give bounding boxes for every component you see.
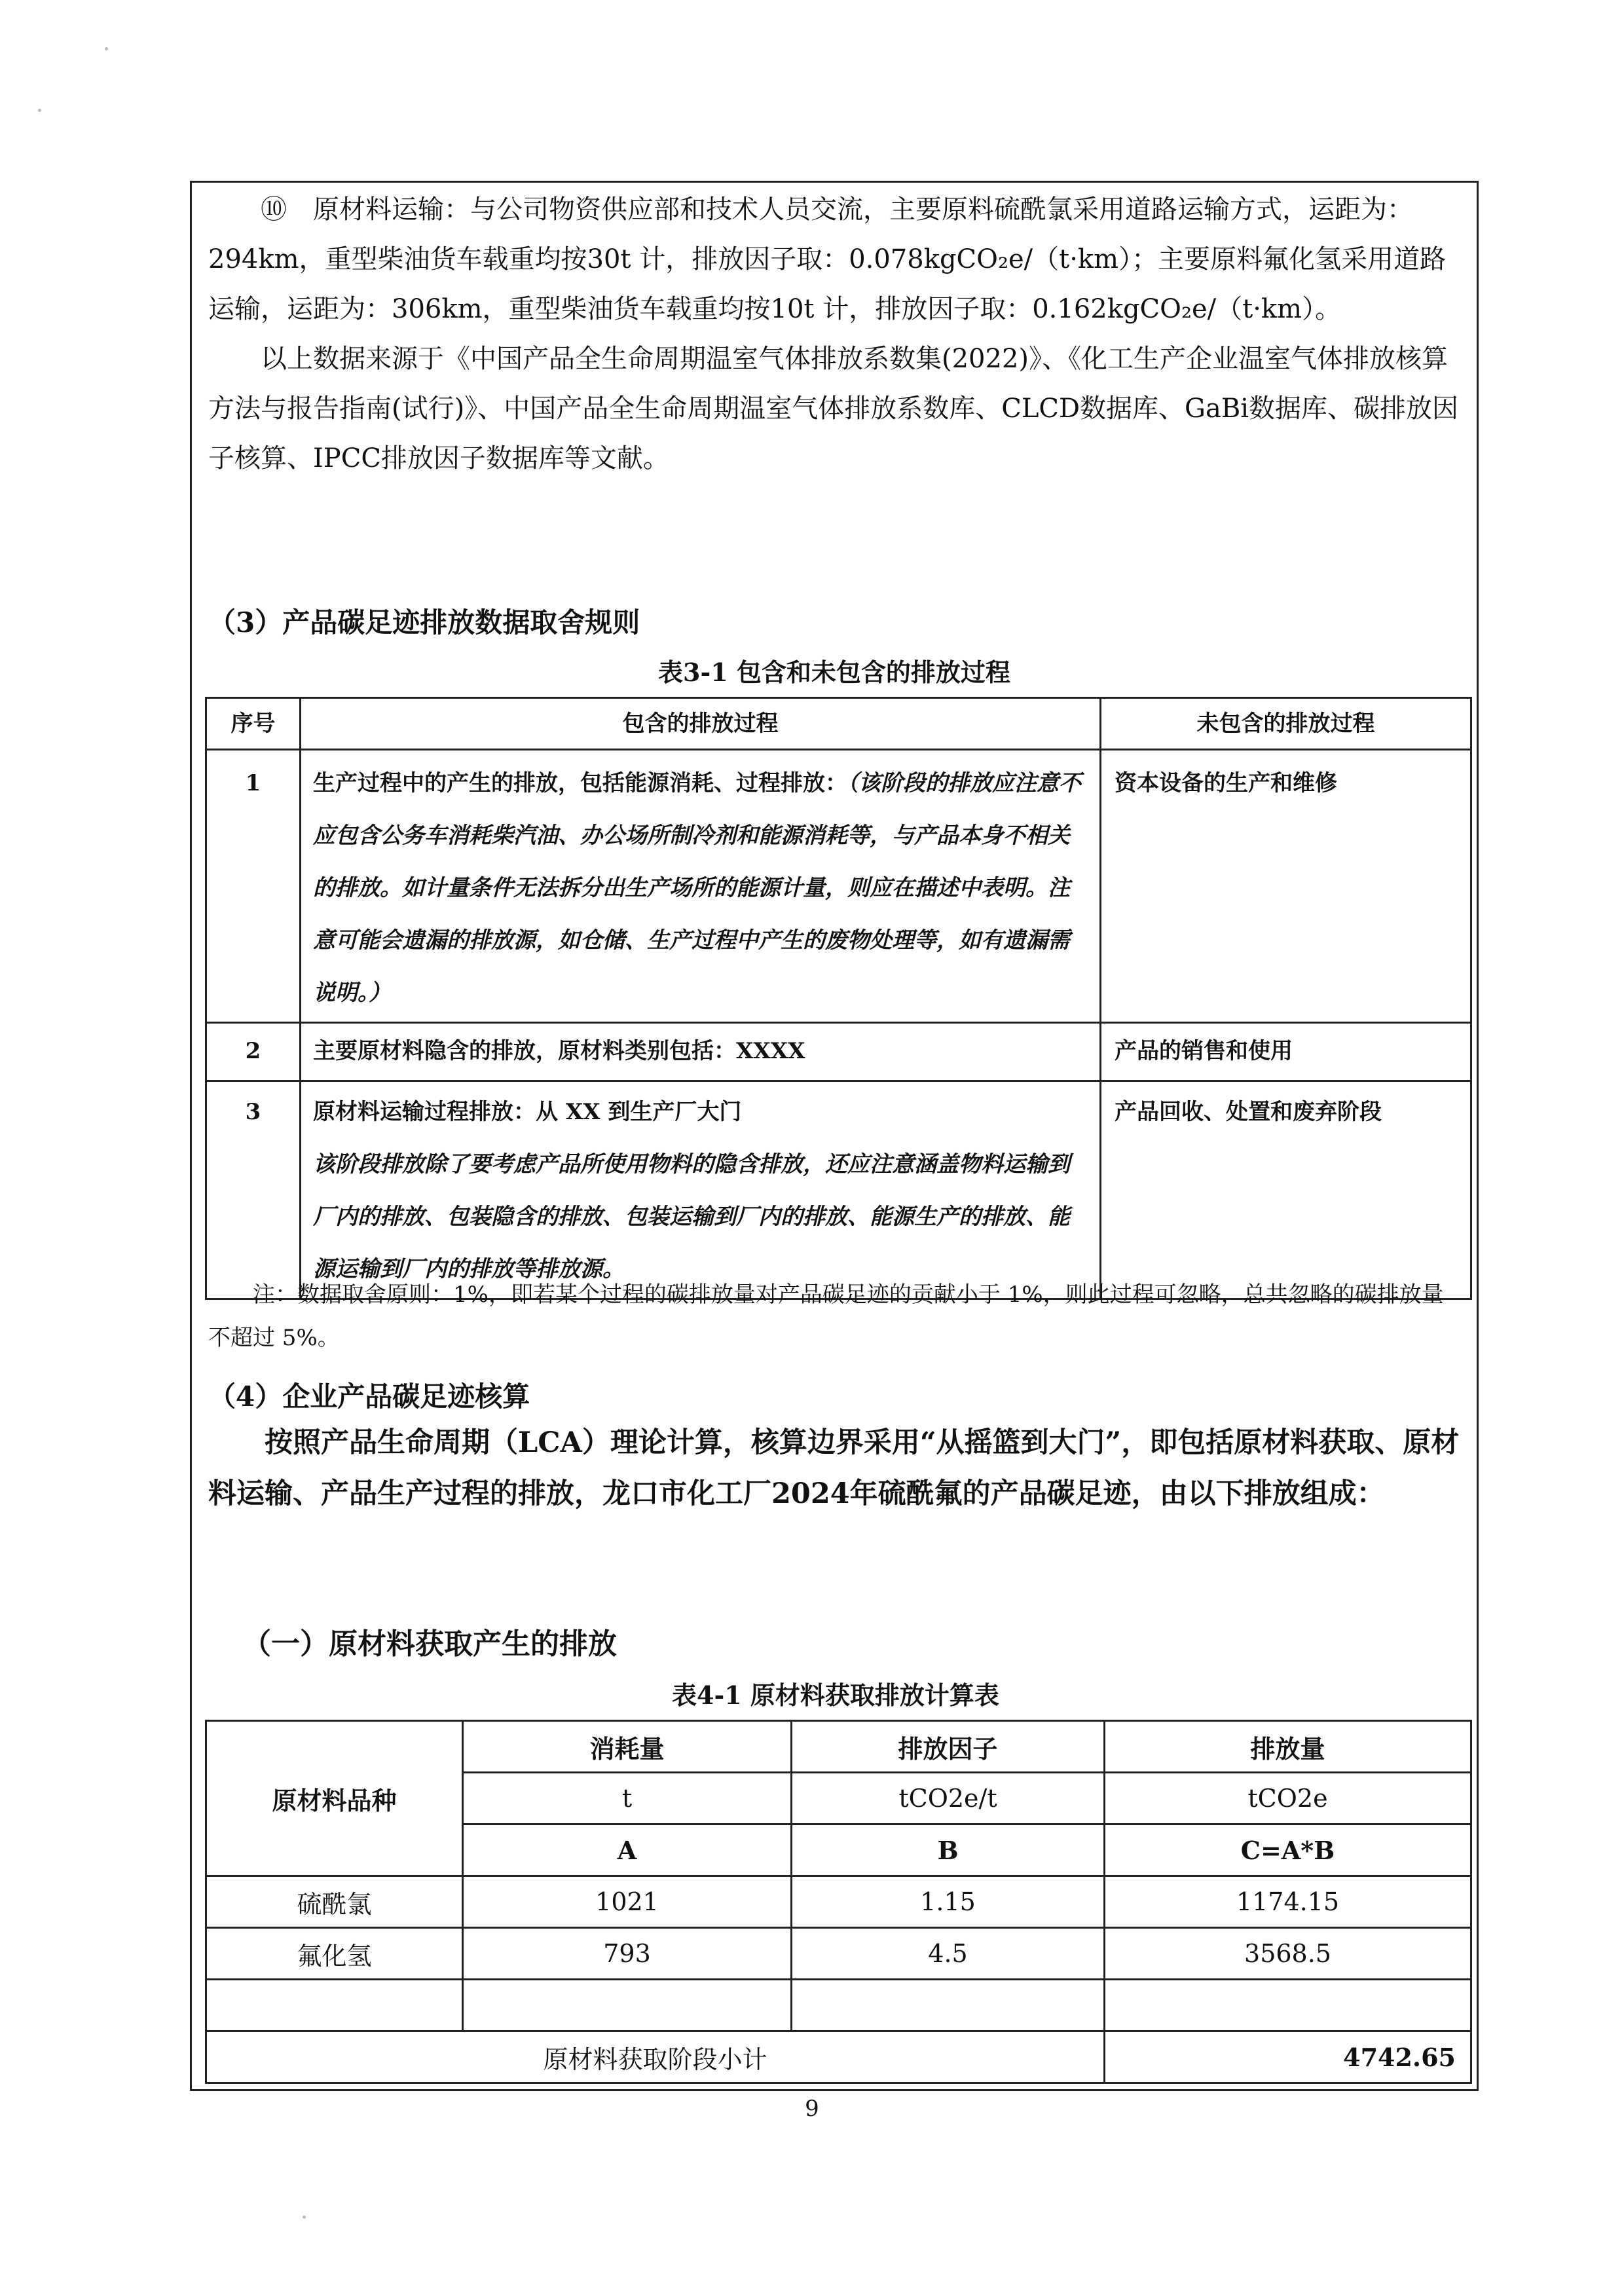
unit-consumption: t — [463, 1773, 792, 1824]
emission-value: 1174.15 — [1105, 1876, 1471, 1928]
included-cell: 主要原材料隐含的排放，原材料类别包括：XXXX — [301, 1023, 1101, 1081]
heading-raw-material: （一）原材料获取产生的排放 — [242, 1627, 617, 1661]
row-number: 3 — [206, 1081, 301, 1299]
included-note: 该阶段排放除了要考虑产品所使用物料的隐含排放，还应注意涵盖物料运输到厂内的排放、包装隐含的排放、包装运输到厂内的排放、能源生产的排放、能源运输到厂内的排放等排放源。 — [313, 1151, 1070, 1282]
consumption-value: 1021 — [463, 1876, 792, 1928]
lca-paragraph — [208, 1417, 1463, 1519]
table-row — [206, 1928, 1471, 1980]
header-material: 原材料品种 — [206, 1721, 463, 1876]
symbol-a: A — [463, 1824, 792, 1876]
material-name: 硫酰氯 — [206, 1876, 463, 1928]
included-cell — [301, 750, 1101, 1023]
table-row — [206, 750, 1471, 1023]
included-text: 生产过程中的产生的排放，包括能源消耗、过程排放： — [313, 770, 847, 796]
top-section — [208, 185, 1463, 483]
emission-value: 3568.5 — [1105, 1928, 1471, 1980]
included-cell — [301, 1081, 1101, 1299]
header-factor: 排放因子 — [792, 1721, 1105, 1773]
empty-cell — [792, 1980, 1105, 2031]
header-index: 序号 — [206, 698, 301, 750]
table-raw-material-emissions — [205, 1720, 1472, 2084]
header-emission: 排放量 — [1105, 1721, 1471, 1773]
table1-caption: 表3-1 包含和未包含的排放过程 — [658, 657, 1010, 687]
row-number: 2 — [206, 1023, 301, 1081]
subtotal-value: 4742.65 — [1105, 2031, 1471, 2083]
scan-speck — [38, 109, 41, 112]
lca-paragraph-text: 按照产品生命周期（LCA）理论计算，核算边界采用“从摇篮到大门”，即包括原材料获取、原材料运输、产品生产过程的排放，龙口市化工厂2024年硫酰氟的产品碳足迹，由以下排放组成： — [208, 1426, 1460, 1510]
consumption-value: 793 — [463, 1928, 792, 1980]
table-header-row — [206, 698, 1471, 750]
excluded-cell: 产品回收、处置和废弃阶段 — [1101, 1081, 1471, 1299]
unit-factor: tCO2e/t — [792, 1773, 1105, 1824]
table-emission-processes — [205, 697, 1472, 1300]
table-row — [206, 1023, 1471, 1081]
table2-caption: 表4-1 原材料获取排放计算表 — [672, 1680, 999, 1710]
empty-cell — [1105, 1980, 1471, 2031]
symbol-b: B — [792, 1824, 1105, 1876]
factor-value: 4.5 — [792, 1928, 1105, 1980]
symbol-c: C=A*B — [1105, 1824, 1471, 1876]
unit-emission: tCO2e — [1105, 1773, 1471, 1824]
empty-cell — [463, 1980, 792, 2031]
header-included: 包含的排放过程 — [301, 698, 1101, 750]
heading-4: （4）企业产品碳足迹核算 — [208, 1380, 530, 1413]
excluded-cell: 资本设备的生产和维修 — [1101, 750, 1471, 1023]
subtotal-label: 原材料获取阶段小计 — [206, 2031, 1105, 2083]
included-text: 原材料运输过程排放：从 XX 到生产厂大门 — [313, 1099, 742, 1125]
material-name: 氟化氢 — [206, 1928, 463, 1980]
scan-speck — [105, 47, 108, 50]
included-note: （该阶段的排放应注意不应包含公务车消耗柴汽油、办公场所制冷剂和能源消耗等，与产品本身不相关的排放。如计量条件无法拆分出生产场所的能源计量，则应在描述中表明。注意可能会遗漏的排放源，如仓储、生产过程中产生的废物处理等，如有遗漏需说明。） — [313, 770, 1081, 1006]
data-source-paragraph: 以上数据来源于《中国产品全生命周期温室气体排放系数集(2022)》、《化工生产企业温室气体排放核算方法与报告指南(试行)》、中国产品全生命周期温室气体排放系数库、CLCD数据库、GaBi数据库、碳排放因子核算、IPCC排放因子数据库等文献。 — [208, 344, 1459, 473]
header-consumption: 消耗量 — [463, 1721, 792, 1773]
scan-speck — [303, 2215, 306, 2219]
header-excluded: 未包含的排放过程 — [1101, 698, 1471, 750]
table-row — [206, 1876, 1471, 1928]
row-number: 1 — [206, 750, 301, 1023]
table1-note: 注：数据取舍原则：1%，即若某个过程的碳排放量对产品碳足迹的贡献小于 1%，则此过程可忽略，总共忽略的碳排放量不超过 5%。 — [208, 1282, 1444, 1351]
factor-value: 1.15 — [792, 1876, 1105, 1928]
table-empty-row — [206, 1980, 1471, 2031]
table-header-row — [206, 1721, 1471, 1773]
empty-cell — [206, 1980, 463, 2031]
page-number: 9 — [805, 2096, 819, 2122]
table-row — [206, 1081, 1471, 1299]
excluded-cell: 产品的销售和使用 — [1101, 1023, 1471, 1081]
table-subtotal-row — [206, 2031, 1471, 2083]
transport-paragraph: ⑩ 原材料运输：与公司物资供应部和技术人员交流，主要原料硫酰氯采用道路运输方式，运距为：294km，重型柴油货车载重均按30t 计，排放因子取：0.078kgCO₂e/（t·km）；主要原料氟化氢采用道路运输，运距为：306km，重型柴油货车载重均按10t 计，排放因子取：0.162kgCO₂e/（t·km）。 — [208, 194, 1447, 324]
heading-3: （3）产品碳足迹排放数据取舍规则 — [208, 606, 640, 639]
